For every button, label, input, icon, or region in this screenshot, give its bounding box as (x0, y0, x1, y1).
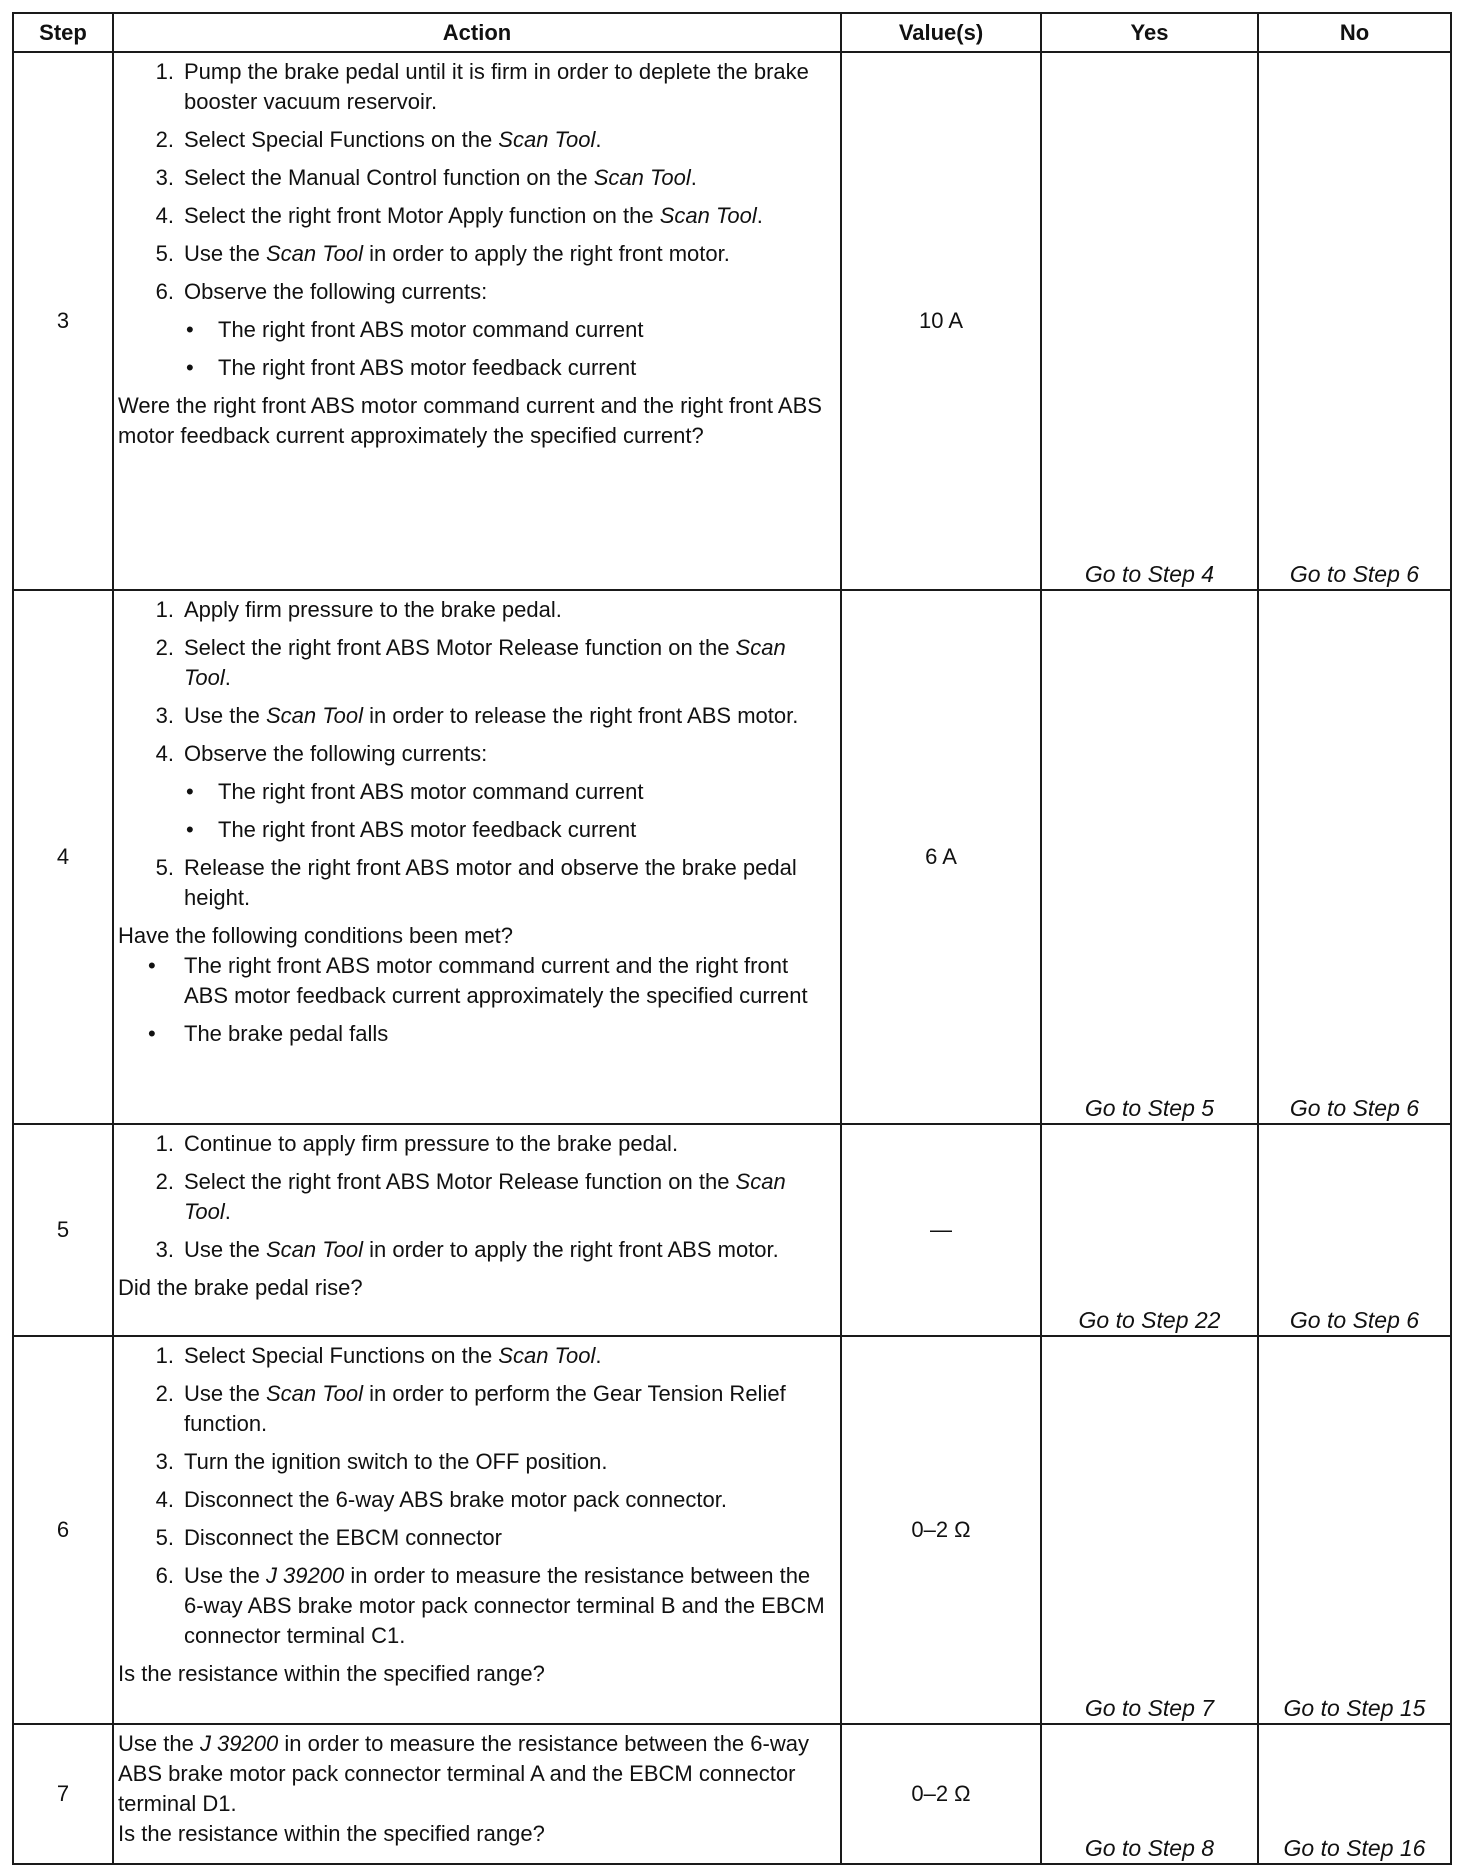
action-step (118, 853, 830, 913)
step-text (184, 1169, 786, 1224)
action-step (118, 125, 830, 155)
text-segment: Use the (184, 1563, 266, 1588)
text-segment: . (595, 1343, 602, 1368)
action-step (118, 57, 830, 117)
step-number: 1. (155, 1343, 174, 1368)
step-number-cell: 7 (13, 1724, 113, 1864)
step-text (184, 1237, 779, 1262)
no-cell: Go to Step 6 (1258, 1124, 1451, 1336)
action-cell (113, 1336, 841, 1724)
yes-cell: Go to Step 5 (1041, 590, 1258, 1124)
step-number: 5. (155, 241, 174, 266)
action-step (118, 1485, 830, 1515)
action-step (118, 595, 830, 625)
text-segment: . (224, 665, 231, 690)
yes-cell: Go to Step 4 (1041, 52, 1258, 590)
action-steps (118, 1129, 830, 1265)
action-question: Have the following conditions been met? (118, 923, 514, 948)
action-cell (113, 1724, 841, 1864)
step-number: 3. (155, 1449, 174, 1474)
action-question: Is the resistance within the specified range? (118, 1661, 545, 1686)
step-text (184, 1487, 727, 1512)
action-steps (118, 57, 830, 307)
action-step (118, 1379, 830, 1439)
text-segment: Use the (184, 241, 266, 266)
step-text (184, 127, 601, 152)
step-number: 2. (155, 635, 174, 660)
action-step (118, 277, 830, 307)
tool-name: Scan Tool (265, 1381, 363, 1406)
text-segment: in order to perform the Gear Tension Relief function. (184, 1381, 786, 1436)
tool-name: Scan Tool (265, 703, 363, 728)
step-number: 6. (155, 1563, 174, 1588)
action-step (118, 201, 830, 231)
step-number-cell: 5 (13, 1124, 113, 1336)
action-cell (113, 52, 841, 590)
condition-bullet: • The brake pedal falls (118, 1019, 830, 1049)
text-segment: . (595, 127, 602, 152)
action-step (118, 1447, 830, 1477)
action-step (118, 1235, 830, 1265)
tool-name: Scan Tool (184, 1169, 786, 1224)
action-step (118, 239, 830, 269)
text-segment: Select Special Functions on the (184, 1343, 499, 1368)
observation-bullet-list (118, 315, 830, 383)
step-text (184, 741, 487, 766)
step-number: 2. (155, 127, 174, 152)
table-row (13, 590, 1451, 1124)
text-segment: in order to apply the right front ABS motor. (362, 1237, 779, 1262)
value-cell: 0–2 Ω (841, 1724, 1041, 1864)
header-step: Step (13, 13, 113, 52)
action-step (118, 163, 830, 193)
text-segment: Pump the brake pedal until it is firm in order to deplete the brake booster vacuum reservoir. (184, 59, 809, 114)
text-segment: Observe the following currents: (184, 741, 488, 766)
step-number-cell: 3 (13, 52, 113, 590)
text-segment: in order to measure the resistance between the 6-way ABS brake motor pack connector terminal B and the EBCM connector terminal C1. (184, 1563, 825, 1648)
step-number-cell: 4 (13, 590, 113, 1124)
step-number: 4. (155, 1487, 174, 1512)
action-step (118, 1129, 830, 1159)
diagnostic-table (12, 12, 1452, 1865)
header-yes: Yes (1041, 13, 1258, 52)
action-question: Is the resistance within the specified range? (118, 1821, 545, 1846)
action-step (118, 1561, 830, 1651)
step-text (184, 241, 730, 266)
header-row (13, 13, 1451, 52)
step-number: 2. (155, 1169, 174, 1194)
tool-name: J 39200 (199, 1731, 279, 1756)
step-number: 3. (155, 703, 174, 728)
action-question: Were the right front ABS motor command current and the right front ABS motor feedback current approximately the specified current? (118, 393, 822, 448)
no-cell: Go to Step 16 (1258, 1724, 1451, 1864)
step-number: 5. (155, 855, 174, 880)
action-steps (118, 853, 830, 913)
yes-cell: Go to Step 8 (1041, 1724, 1258, 1864)
table-row (13, 1724, 1451, 1864)
no-cell: Go to Step 15 (1258, 1336, 1451, 1724)
action-step (118, 1523, 830, 1553)
text-segment: Disconnect the 6-way ABS brake motor pack connector. (184, 1487, 727, 1512)
step-text (184, 203, 763, 228)
action-text (118, 1729, 830, 1819)
step-number: 4. (155, 741, 174, 766)
step-text (184, 635, 786, 690)
text-segment: Use the (118, 1731, 200, 1756)
step-text (184, 597, 562, 622)
condition-bullet-list (118, 951, 830, 1049)
no-cell: Go to Step 6 (1258, 52, 1451, 590)
text-segment: Continue to apply firm pressure to the brake pedal. (184, 1131, 679, 1156)
table-row (13, 52, 1451, 590)
text-segment: . (224, 1199, 231, 1224)
step-text (184, 1525, 502, 1550)
value-cell: 0–2 Ω (841, 1336, 1041, 1724)
observation-bullet: • The right front ABS motor feedback current (118, 353, 830, 383)
step-text (184, 1343, 601, 1368)
value-cell: 6 A (841, 590, 1041, 1124)
step-text (184, 1131, 678, 1156)
observation-bullet: • The right front ABS motor command current (118, 777, 830, 807)
tool-name: Scan Tool (593, 165, 691, 190)
step-number: 1. (155, 1131, 174, 1156)
text-segment: Disconnect the EBCM connector (184, 1525, 502, 1550)
step-number: 1. (155, 597, 174, 622)
action-step (118, 701, 830, 731)
action-step (118, 739, 830, 769)
text-segment: in order to release the right front ABS motor. (362, 703, 799, 728)
tool-name: Scan Tool (265, 1237, 363, 1262)
text-segment: in order to measure the resistance between the 6-way ABS brake motor pack connector terminal A and the EBCM connector terminal D1. (118, 1731, 809, 1816)
diagnostic-page (12, 12, 1452, 1865)
table-row (13, 1336, 1451, 1724)
step-number: 4. (155, 203, 174, 228)
text-segment: Select Special Functions on the (184, 127, 499, 152)
text-segment: . (756, 203, 763, 228)
step-text (184, 1563, 825, 1648)
action-steps (118, 595, 830, 769)
step-text (184, 1381, 786, 1436)
text-segment: Use the (184, 1381, 266, 1406)
step-text (184, 165, 697, 190)
observation-bullet: • The right front ABS motor feedback current (118, 815, 830, 845)
action-cell (113, 590, 841, 1124)
text-segment: in order to apply the right front motor. (362, 241, 730, 266)
action-step (118, 1341, 830, 1371)
value-cell: 10 A (841, 52, 1041, 590)
text-segment: Use the (184, 703, 266, 728)
step-text (184, 59, 809, 114)
tool-name: Scan Tool (184, 635, 786, 690)
step-number-cell: 6 (13, 1336, 113, 1724)
text-segment: Select the Manual Control function on the (184, 165, 594, 190)
tool-name: Scan Tool (498, 127, 596, 152)
step-number: 2. (155, 1381, 174, 1406)
tool-name: Scan Tool (498, 1343, 596, 1368)
action-question: Did the brake pedal rise? (118, 1275, 363, 1300)
text-segment: Observe the following currents: (184, 279, 488, 304)
step-number: 1. (155, 59, 174, 84)
header-values: Value(s) (841, 13, 1041, 52)
observation-bullet: • The right front ABS motor command current (118, 315, 830, 345)
tool-name: Scan Tool (659, 203, 757, 228)
action-step (118, 633, 830, 693)
text-segment: Select the right front Motor Apply function on the (184, 203, 660, 228)
tool-name: Scan Tool (265, 241, 363, 266)
step-number: 5. (155, 1525, 174, 1550)
step-text (184, 703, 798, 728)
step-text (184, 855, 797, 910)
header-no: No (1258, 13, 1451, 52)
text-segment: Release the right front ABS motor and observe the brake pedal height. (184, 855, 797, 910)
tool-name: J 39200 (265, 1563, 345, 1588)
observation-bullet-list (118, 777, 830, 845)
table-body (13, 52, 1451, 1864)
yes-cell: Go to Step 22 (1041, 1124, 1258, 1336)
text-segment: Select the right front ABS Motor Release function on the (184, 1169, 736, 1194)
action-cell (113, 1124, 841, 1336)
step-number: 3. (155, 165, 174, 190)
table-row (13, 1124, 1451, 1336)
step-text (184, 1449, 608, 1474)
step-text (184, 279, 487, 304)
value-cell: — (841, 1124, 1041, 1336)
condition-bullet: • The right front ABS motor command current and the right front ABS motor feedback current approximately the specified current (118, 951, 830, 1011)
text-segment: Apply firm pressure to the brake pedal. (184, 597, 562, 622)
action-steps (118, 1341, 830, 1651)
no-cell: Go to Step 6 (1258, 590, 1451, 1124)
text-segment: Turn the ignition switch to the OFF position. (184, 1449, 608, 1474)
text-segment: . (690, 165, 697, 190)
step-number: 3. (155, 1237, 174, 1262)
text-segment: Use the (184, 1237, 266, 1262)
action-step (118, 1167, 830, 1227)
header-action: Action (113, 13, 841, 52)
text-segment: Select the right front ABS Motor Release function on the (184, 635, 736, 660)
yes-cell: Go to Step 7 (1041, 1336, 1258, 1724)
step-number: 6. (155, 279, 174, 304)
